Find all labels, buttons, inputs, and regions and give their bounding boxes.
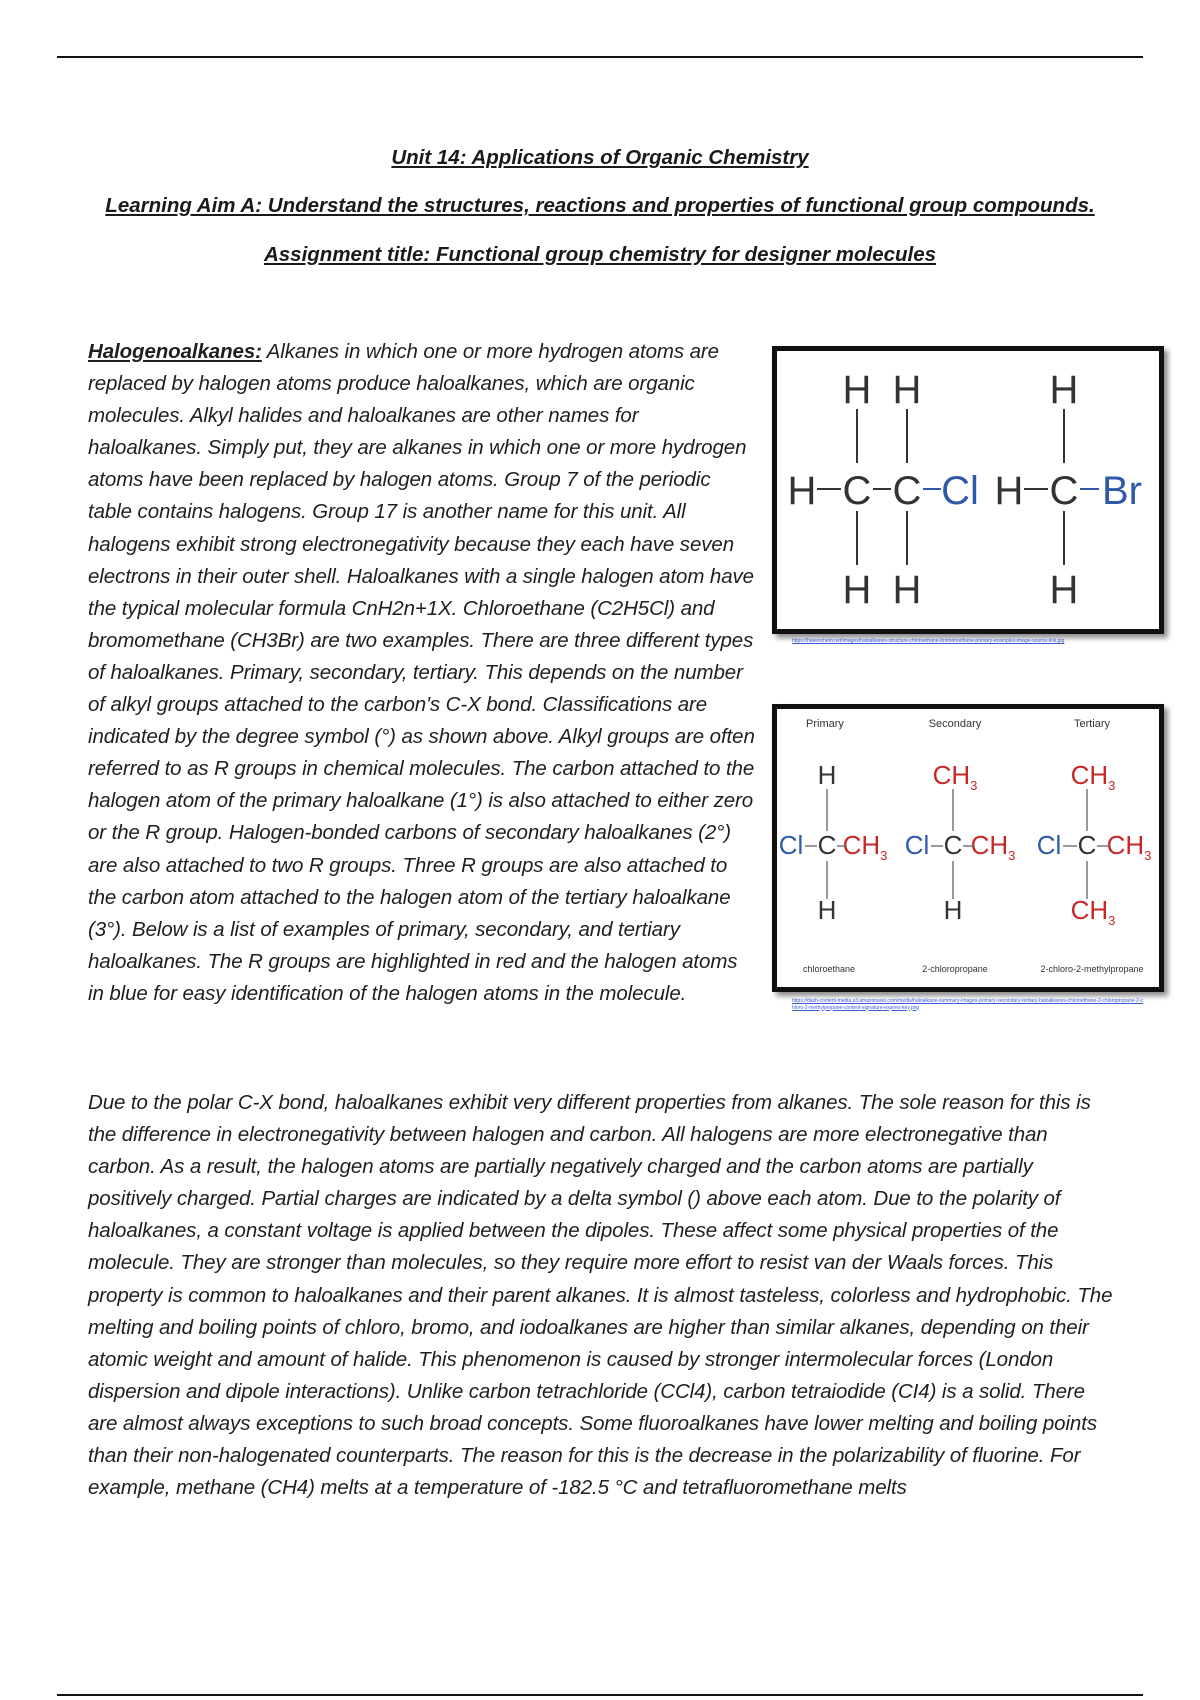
group-ch3: $CH_3$ (1070, 895, 1116, 928)
atom-cl: Cl (778, 830, 804, 860)
atom-h: H (892, 368, 922, 412)
class-atoms (779, 760, 1152, 928)
group-ch3: $CH_3$ (1106, 830, 1152, 863)
atom-c: C (892, 469, 922, 513)
atom-c: C (943, 830, 963, 860)
paragraph-1-text: Alkanes in which one or more hydrogen atoms are replaced by halogen atoms produce haloalkanes, which are organic molecules. Alkyl halides and haloalkanes are other names for haloalkanes. Simply put, they are alkanes in which one or more hydrogen atoms have been replaced by halogen atoms. Group 7 of the periodic table contains halogens. Group 17 is another name for this unit. All halogens exhibit strong electronegativity because they each have seven electrons in their outer shell. Haloalkanes with a single halogen atom have the typical molecular formula CnH2n+1X. Chloroethane (C2H5Cl) and bromomethane (CH3Br) are two examples. There are three different types of haloalkanes. Primary, secondary, tertiary. This depends on the number of alkyl groups attached to the carbon's C-X bond. Classifications are indicated by the degree symbol (°) as shown above. Alkyl groups are often referred to as R groups in chemical molecules. The carbon attached to the halogen atom of the primary haloalkane (1°) is also attached to either zero or the R group. Halogen-bonded carbons of secondary haloalkanes (2°) are also attached to two R groups. Three R groups are also attached to the carbon atom attached to the halogen atom of the tertiary haloalkane (3°). Below is a list of examples of primary, secondary, and tertiary haloalkanes. The R groups are highlighted in red and the halogen atoms in blue for easy identification of the halogen atoms in the molecule. (88, 340, 755, 1005)
atom-h: H (943, 895, 963, 925)
atom-h: H (817, 895, 837, 925)
structure-diagram-1 (777, 351, 1159, 629)
group-ch3: $CH_3$ (1070, 760, 1116, 793)
structure-diagram-2 (777, 709, 1159, 987)
properties-paragraph: Due to the polar C-X bond, haloalkanes exhibit very different properties from alkanes. The sole reason for this is the difference in electronegativity between halogen and carbon. All halogens are more electronegative than carbon. As a result, the halogen atoms are partially negatively charged and the carbon atoms are partially positively charged. Partial charges are indicated by a delta symbol () above each atom. Due to the polarity of haloalkanes, a constant voltage is applied between the dipoles. These affect some physical properties of the molecule. They are stronger than molecules, so they require more effort to resist van der Waals forces. This property is common to haloalkanes and their parent alkanes. It is almost tasteless, colorless and hydrophobic. The melting and boiling points of chloro, bromo, and iodoalkanes are higher than similar alkanes, depending on their atomic weight and amount of halide. This phenomenon is caused by stronger intermolecular forces (London dispersion and dipole interactions). Unlike carbon tetrachloride (CCl4), carbon tetraiodide (CI4) is a solid. There are almost always exceptions to such broad concepts. Some fluoroalkanes have lower melting and boiling points than their non-halogenated counterparts. The reason for this is the decrease in the polarizability of fluorine. For example, methane (CH4) melts at a temperature of -182.5 °C and tetrafluoromethane melts (88, 1091, 1113, 1500)
atom-c: C (1049, 469, 1079, 513)
label-tertiary: Tertiary (1073, 718, 1111, 730)
group-ch3: $CH_3$ (932, 760, 978, 793)
atom-br: Br (1102, 469, 1142, 513)
footer-rule (57, 1694, 1143, 1696)
label-primary: Primary (806, 718, 844, 730)
figure-1-source-link[interactable]: https://hakenchem.net/images/haloalkanes-structure-chloroethane-bromomethane-primary-examples-image-source-link.jpg (792, 638, 1065, 644)
atom-cl: Cl (941, 469, 979, 513)
atom-cl: Cl (904, 830, 930, 860)
atom-h: H (994, 469, 1024, 513)
atom-h: H (892, 568, 922, 612)
unit-title: Unit 14: Applications of Organic Chemistry (391, 146, 809, 169)
halogenoalkanes-paragraph (88, 336, 756, 1010)
atom-h: H (817, 760, 837, 790)
learning-aim: Learning Aim A: Understand the structures, reactions and properties of functional group compounds. (105, 194, 1095, 217)
name-primary: chloroethane (802, 964, 856, 974)
figure-2-source-link[interactable]: https://dash-content-media.s3.amazonaws.com/media/haloalkane-summary-images-primary-secondary-tertiary-haloalkanes-chloroethane-2-chloropropane-2-chloro-2-methylpropane-content-signature-expires-key.png (792, 998, 1143, 1011)
atom-cl: Cl (1036, 830, 1062, 860)
header-rule (57, 56, 1143, 58)
atom-c: C (1077, 830, 1097, 860)
figure-haloalkane-classes (772, 704, 1164, 992)
atom-h: H (787, 469, 817, 513)
atom-h: H (1049, 368, 1079, 412)
section-lead: Halogenoalkanes: (88, 340, 262, 363)
name-secondary: 2-chloropropane (922, 964, 988, 974)
figure-chloroethane-bromomethane (772, 346, 1164, 634)
group-ch3: $CH_3$ (970, 830, 1016, 863)
atom-c: C (817, 830, 837, 860)
atom-h: H (842, 568, 872, 612)
atom-h: H (842, 368, 872, 412)
atom-c: C (842, 469, 872, 513)
name-tertiary: 2-chloro-2-methylpropane (1040, 964, 1144, 974)
group-ch3: $CH_3$ (842, 830, 888, 863)
atom-h: H (1049, 568, 1079, 612)
assignment-title: Assignment title: Functional group chemistry for designer molecules (263, 243, 937, 266)
label-secondary: Secondary (928, 718, 982, 730)
